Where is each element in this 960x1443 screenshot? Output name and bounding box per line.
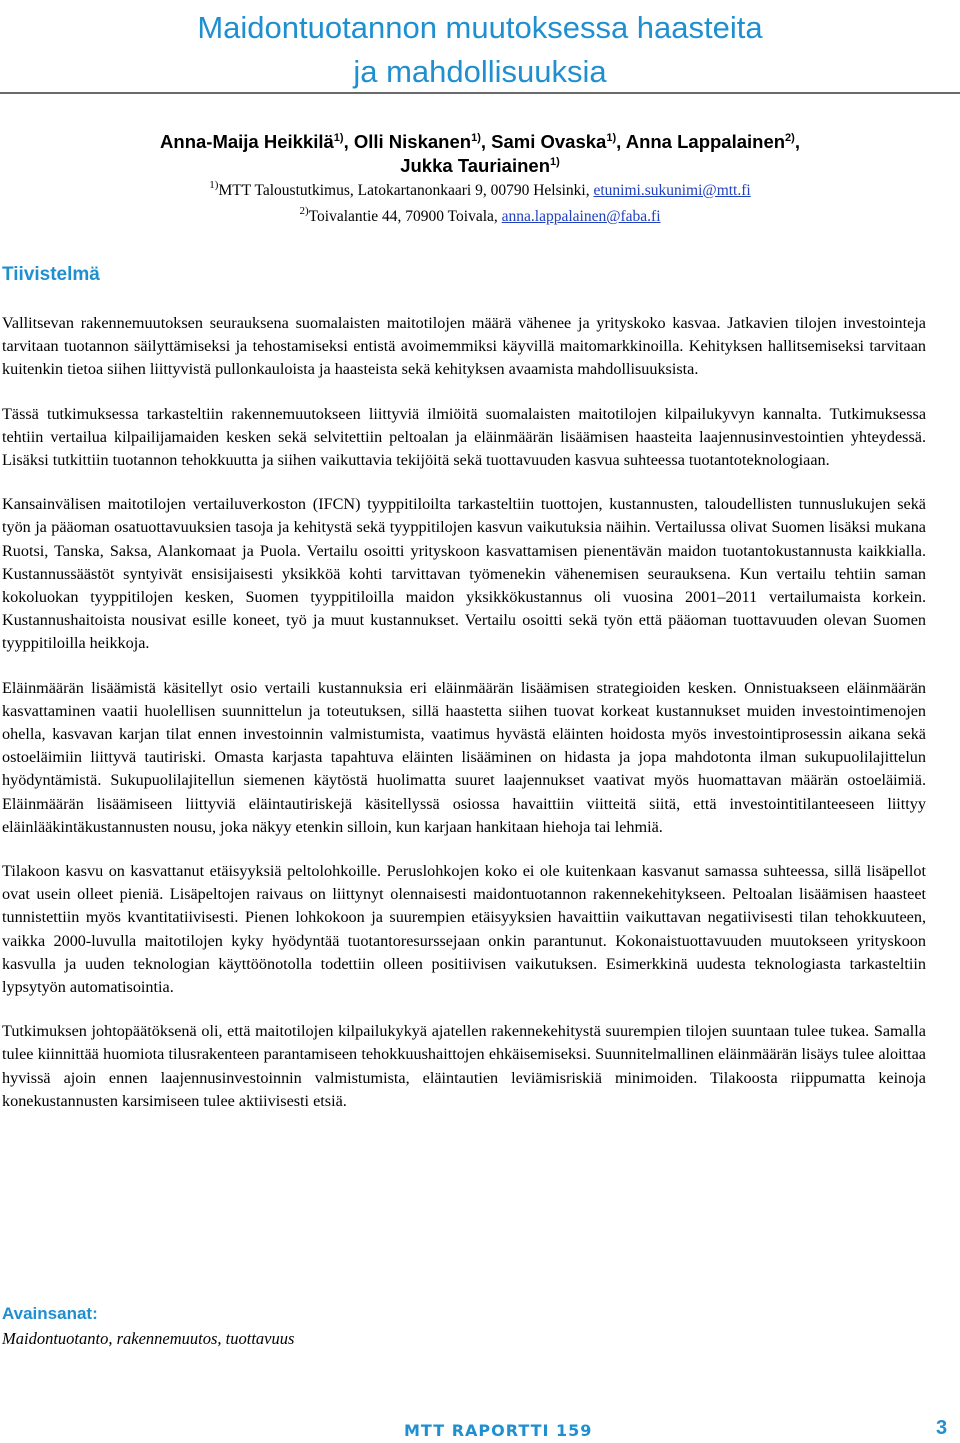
author-affiliation-mark: 2) [785,132,795,144]
page-title [0,6,960,94]
affiliation-mark: 1) [209,179,219,191]
author-affiliation-mark: 1) [550,156,560,168]
author-affiliation-mark: 1) [606,132,617,144]
author-name: , Olli Niskanen [343,131,472,152]
author-name: , Sami Ovaska [480,131,607,152]
keywords-heading: Avainsanat: [2,1304,98,1323]
abstract-heading: Tiivistelmä [2,264,100,285]
abstract-paragraph: Vallitsevan rakennemuutoksen seurauksena suomalaisten maitotilojen määrä vähenee ja yrityskoko kasvaa. Jatkavien tilojen investointeja tarvitaan tuotannon säilyttämiseksi ja tehostamiseksi entistä avoimemmiksi käyvillä maitomarkkinoilla. Kehityksen hallitsemiseksi tarvitaan kuitenkin tietoa siihen liittyvistä pullonkauloista ja haasteista sekä kehityksen avaamista mahdollisuuksista. [2,314,926,379]
affiliation-address: Toivalantie 44, 70900 Toivala, [308,208,502,225]
author-list [0,130,960,178]
author-name: Anna-Maija Heikkilä [160,131,334,152]
title-line-2: ja mahdollisuuksia [353,54,607,89]
author-name: Jukka Tauriainen [400,155,550,176]
abstract-paragraph: Tilakoon kasvu on kasvattanut etäisyyksiä peltolohkoille. Peruslohkojen koko ei ole kuitenkaan kasvanut samassa suhteessa, sillä lisäpellot ovat usein olleet pieniä. Lisäpeltojen raivaus on liittynyt olennaisesti maidontuotannon rakennekehitykseen. Peltoalan lisäämisen haasteet tunnistettiin myös kvantitatiivisesti. Pienen lohkokoon ja suurempien etäisyyksien havaittiin vaikuttavan negatiivisesti tilan tehokkuuteen, vaikka 2000-luvulla maitotilojen kyky hyödyntää tuotantoresurssejaan onkin parantunut. Kokonaistuottavuuden muutokseen yrityskoon kasvulla ja uuden teknologian käyttöönotolla todettiin olleen positiivisen vaikutuksen. Esimerkkinä uudesta teknologiasta tarkasteltiin lypsytyön automatisointia. [2,862,926,997]
affiliation-email-link[interactable]: anna.lappalainen@faba.fi [501,208,661,225]
abstract-body [2,312,926,1134]
title-line-1: Maidontuotannon muutoksessa haasteita [197,10,763,45]
keywords-text: Maidontuotanto, rakennemuutos, tuottavuus [2,1329,295,1348]
abstract-paragraph: Eläinmäärän lisäämistä käsitellyt osio vertaili kustannuksia eri eläinmäärän lisäämisen strategioiden kesken. Onnistuakseen eläinmäärän kasvattaminen vaatii huolellisen suunnittelun ja toteutuksen, sillä haastetta siihen tuovat korkeat kustannukset muiden investointimenojen ohella, kasvavan karjan tilat ennen investoinnin valmistumista, vaatimus hyvästä eläinten hoidosta myös investointiprosessin aikana sekä ostoeläimiin liittyvä tautiriski. Omasta karjasta tapahtuva eläinten lisääminen on hidasta ja jopa mahdotonta ilman sukupuolilajittelun hyödyntämistä. Sukupuolilajitellun siemenen käytöstä huolimatta suuret laajennukset vaativat myös huomattavan määrän ostoeläimiä. Eläinmäärän lisäämiseen liittyviä eläintautiriskejä käsitellyssä osiossa havaittiin viitteitä siitä, että investointitilanteeseen liittyy eläinlääkintäkustannusten nousu, joka näkyy etenkin silloin, kun karjaan hankitaan hiehoja tai lehmiä. [2,678,926,836]
author-separator: , [794,131,800,152]
footer-series-label: MTT RAPORTTI 159 [404,1421,593,1440]
affiliation-address: MTT Taloustutkimus, Latokartanonkaari 9, 00790 Helsinki, [218,182,594,199]
author-affiliation-mark: 1) [333,132,344,144]
affiliation-mark: 2) [299,205,309,217]
author-affiliation-mark: 1) [471,132,481,144]
affiliation-2 [0,206,960,228]
page-number: 3 [936,1417,948,1439]
abstract-paragraph: Tässä tutkimuksessa tarkasteltiin rakennemuutokseen liittyviä ilmiöitä suomalaisten maitotilojen kilpailukyvyn kannalta. Tutkimuksessa tehtiin vertailua kilpailijamaiden kesken sekä selvitettiin peltoalan ja eläinmäärän lisäämisen haasteita laajennusinvestointien yhteydessä. Lisäksi tutkittiin tuotannon tehokkuutta ja siihen vaikuttavia tekijöitä sekä tuottavuuden kasvua suhteessa tuotantoteknologiaan. [2,404,926,470]
abstract-paragraph: Tutkimuksen johtopäätöksenä oli, että maitotilojen kilpailukykyä ajatellen rakennekehitystä suurempien tilojen suuntaan tulee tukea. Samalla tulee kiinnittää huomiota tilusrakenteen parantamiseen tehokkuushaittojen ehkäisemiseksi. Suunnitelmallinen eläinmäärän lisäys tulee aloittaa hyvissä ajoin ennen laajennusinvestoinnin valmistumista, eläintautien leviämisriskiä minimoiden. Tilakoosta riippumatta keinoja konekustannusten karsimiseen tulee aktiivisesti etsiä. [2,1022,926,1110]
abstract-paragraph: Kansainvälisen maitotilojen vertailuverkoston (IFCN) tyyppitiloilta tarkasteltiin tuottojen, kustannusten, taloudellisten tunnuslukujen sekä työn ja pääoman osatuottavuuksien tasoja ja kehitystä sekä tyyppitilojen kasvun vaikutuksia näihin. Vertailussa olivat Suomen lisäksi mukana Ruotsi, Tanska, Saksa, Alankomaat ja Puola. Vertailu osoitti yrityskoon kasvattamisen pienentävän maidon tuotantokustannusta kaikkialla. Kustannussäästöt syntyivät ensisijaisesti yksikköä kohti tarvittavan työmenekin vähenemisen seurauksena. Kun vertailu tehtiin saman kokoluokan tyyppitilojen kesken, Suomen tyyppitiloilla maidon yksikkökustannus oli vuosina 2001–2011 vertailumaista korkein. Kustannushaitoista nousivat esille koneet, työ ja muut kustannukset. Vertailu osoitti sekä työn että pääoman tuottavuuden olevan Suomen tyyppitiloilla heikkoja. [2,495,926,653]
affiliation-1 [0,180,960,202]
affiliation-email-link[interactable]: etunimi.sukunimi@mtt.fi [593,182,751,199]
author-name: , Anna Lappalainen [616,131,786,152]
title-divider [0,92,960,94]
title-block [0,6,960,94]
